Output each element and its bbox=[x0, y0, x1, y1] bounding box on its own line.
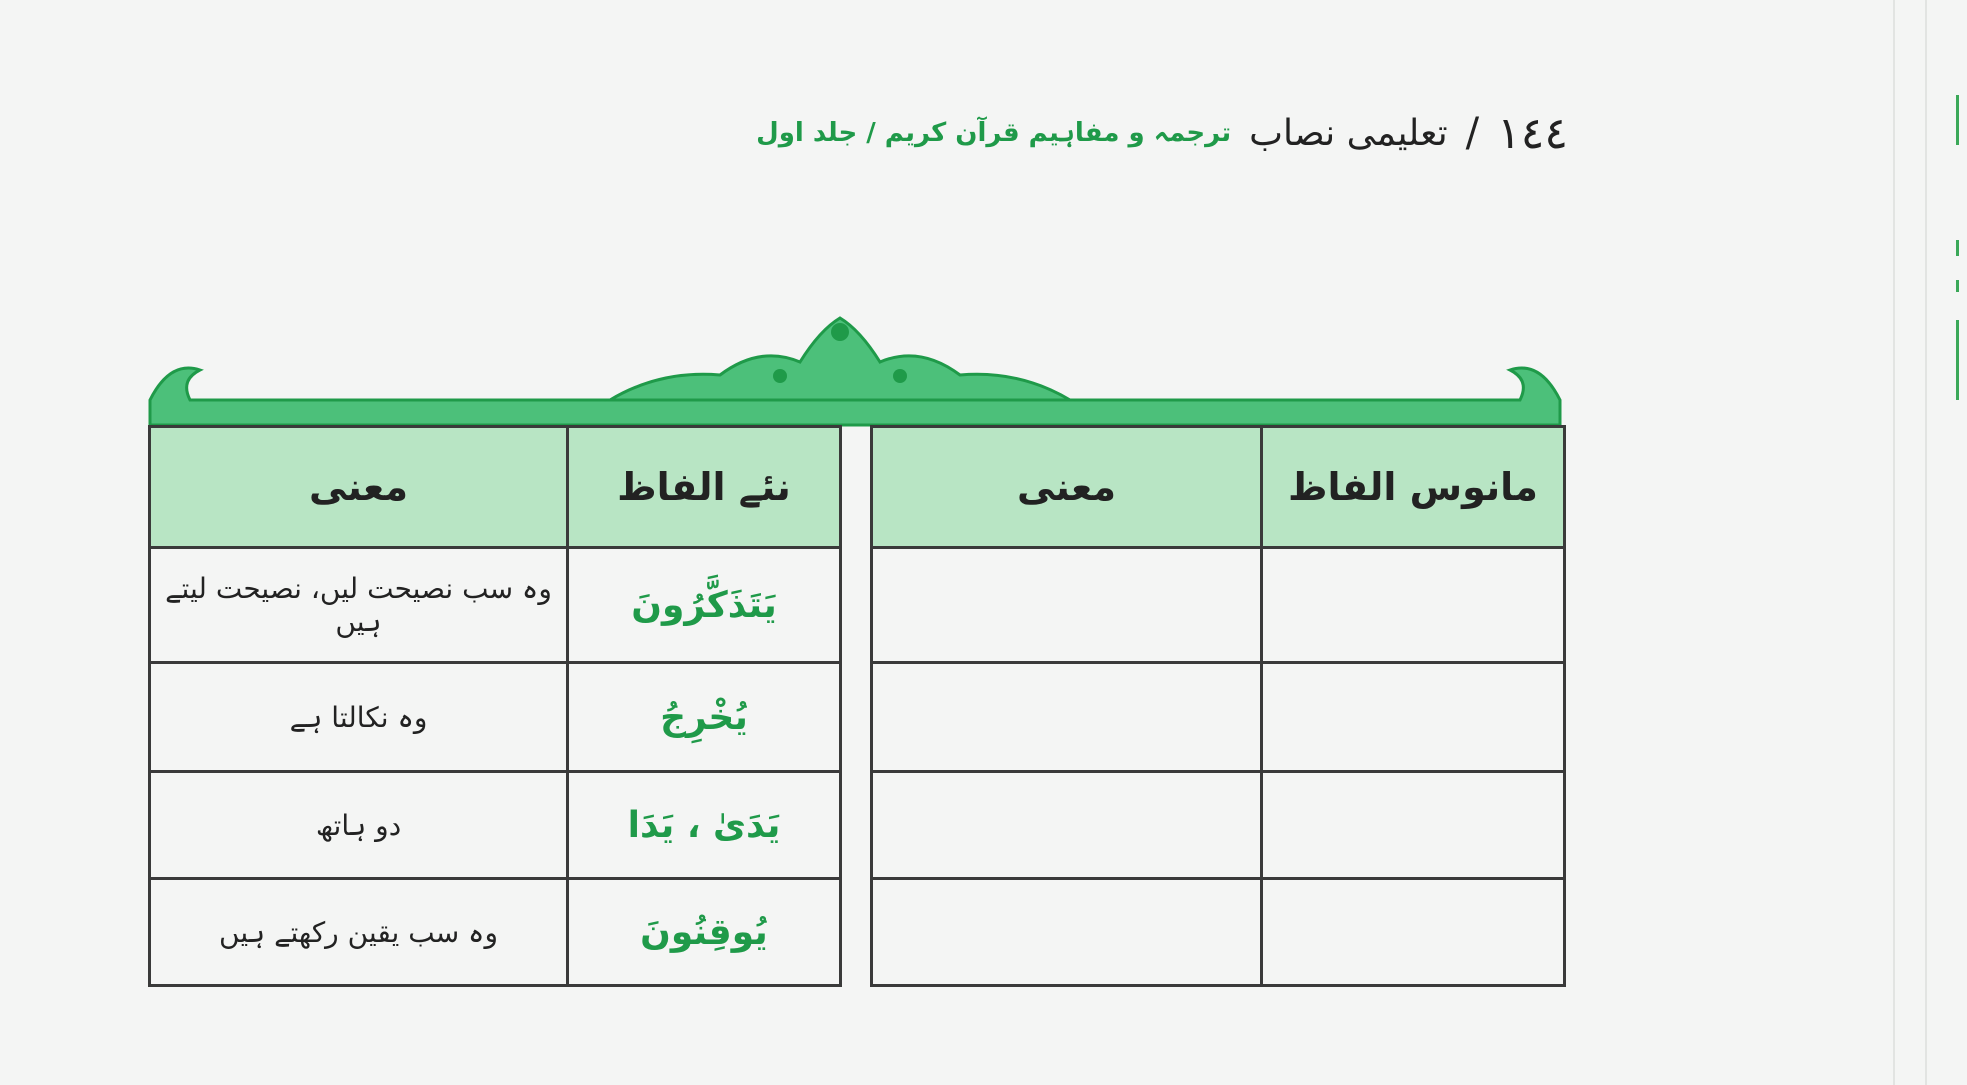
header-familiar-words: مانوس الفاظ bbox=[1262, 427, 1565, 548]
new-words-table bbox=[148, 425, 842, 987]
vocabulary-tables bbox=[148, 425, 1566, 978]
arabic-word: یَتَذَکَّرُونَ bbox=[568, 548, 841, 663]
page-edge-line bbox=[1925, 0, 1927, 1085]
arabic-word: یُوقِنُونَ bbox=[568, 879, 841, 986]
table-cell bbox=[872, 548, 1262, 663]
page-number: ١٤٤ bbox=[1497, 107, 1568, 159]
series-title: تعلیمی نصاب bbox=[1249, 112, 1448, 154]
table-row bbox=[872, 879, 1565, 986]
table-ornament bbox=[140, 300, 1570, 430]
table-row bbox=[872, 772, 1565, 879]
table-row bbox=[872, 663, 1565, 772]
header-meaning: معنی bbox=[872, 427, 1262, 548]
table-row bbox=[872, 548, 1565, 663]
ornament-dot bbox=[831, 323, 849, 341]
table-row bbox=[150, 772, 841, 879]
table-row bbox=[150, 663, 841, 772]
page-edge-line bbox=[1893, 0, 1895, 1085]
header-new-words: نئے الفاظ bbox=[568, 427, 841, 548]
header-separator: / bbox=[1465, 110, 1480, 156]
table-cell bbox=[872, 772, 1262, 879]
table-cell bbox=[1262, 772, 1565, 879]
table-cell bbox=[1262, 879, 1565, 986]
word-meaning: وہ سب یقین رکھتے ہیں bbox=[150, 879, 568, 986]
table-row bbox=[150, 548, 841, 663]
header-meaning: معنی bbox=[150, 427, 568, 548]
table-cell bbox=[1262, 548, 1565, 663]
word-meaning: دو ہاتھ bbox=[150, 772, 568, 879]
ornament-dot bbox=[773, 369, 787, 383]
margin-mark bbox=[1956, 95, 1959, 145]
margin-mark bbox=[1956, 320, 1959, 400]
table-row bbox=[150, 879, 841, 986]
word-meaning: وہ نکالتا ہے bbox=[150, 663, 568, 772]
ornament-dot bbox=[893, 369, 907, 383]
margin-mark bbox=[1956, 280, 1959, 292]
table-header-row bbox=[150, 427, 841, 548]
table-cell bbox=[872, 879, 1262, 986]
table-cell bbox=[1262, 663, 1565, 772]
word-meaning: وہ سب نصیحت لیں، نصیحت لیتے ہیں bbox=[150, 548, 568, 663]
table-cell bbox=[872, 663, 1262, 772]
page-header bbox=[706, 102, 1568, 164]
familiar-words-table bbox=[870, 425, 1566, 987]
table-header-row bbox=[872, 427, 1565, 548]
arabic-word: یُخْرِجُ bbox=[568, 663, 841, 772]
margin-mark bbox=[1956, 240, 1959, 256]
book-title: ترجمہ و مفاہیم قرآن کریم / جلد اول bbox=[756, 118, 1232, 148]
arabic-word: یَدَیٰ ، یَدَا bbox=[568, 772, 841, 879]
